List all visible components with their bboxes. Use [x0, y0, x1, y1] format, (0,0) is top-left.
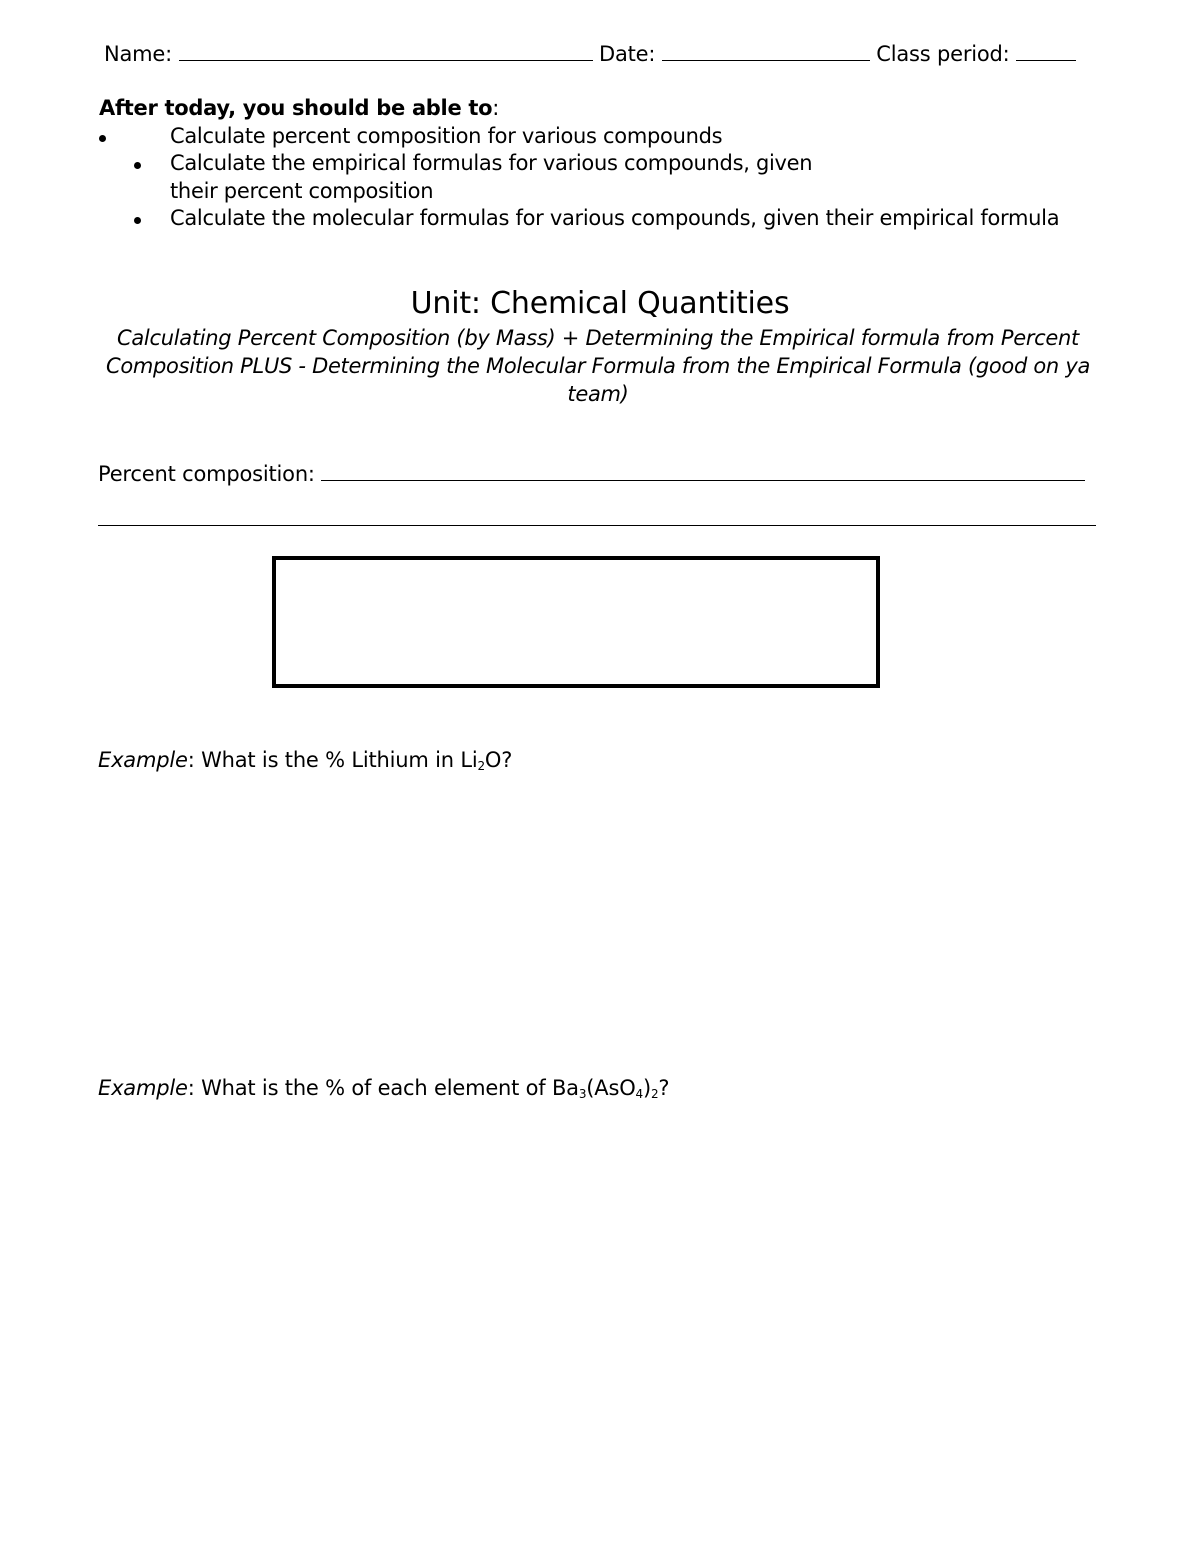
objective-item-2: Calculate the empirical formulas for various compounds, given — [170, 151, 813, 175]
percent-composition-field-line2[interactable] — [98, 525, 1096, 526]
objectives-heading — [99, 96, 499, 120]
example-2-subscript-2: 4 — [635, 1087, 643, 1101]
class-period-field[interactable] — [1016, 46, 1076, 61]
example-2 — [98, 1076, 669, 1100]
example-1-colon: : — [187, 748, 195, 772]
objective-item-2-continued: their percent composition — [170, 179, 434, 203]
example-1-question: What is the % Lithium in Li — [194, 748, 478, 772]
example-2-question-end: ? — [658, 1076, 670, 1100]
example-2-formula-paren: ) — [642, 1076, 651, 1100]
example-2-subscript-3: 2 — [650, 1087, 659, 1101]
example-1-question-end: O? — [484, 748, 513, 772]
example-2-label: Example — [98, 1076, 188, 1100]
class-period-label: Class period: — [876, 42, 1010, 66]
date-label: Date: — [599, 42, 656, 66]
unit-title: Unit: Chemical Quantities — [410, 286, 790, 321]
bullet-icon — [134, 162, 141, 169]
name-field[interactable] — [179, 46, 593, 61]
bullet-icon — [134, 217, 141, 224]
example-1 — [98, 748, 512, 772]
example-2-subscript-1: 3 — [578, 1087, 587, 1101]
unit-subtitle: Calculating Percent Composition (by Mass) + Determining the Empirical formula from Percent Composition PLUS - Determining the Molecular Formula from the Empirical Formula (good on ya team) — [105, 326, 1091, 406]
example-2-question: What is the % of each element of Ba — [194, 1076, 579, 1100]
objectives-heading-bold: After today, you should be able to — [99, 96, 493, 120]
header-row — [104, 42, 1076, 66]
example-2-colon: : — [187, 1076, 195, 1100]
example-2-formula-part: (AsO — [586, 1076, 636, 1100]
objectives-heading-colon: : — [492, 96, 500, 120]
objective-item-3: Calculate the molecular formulas for various compounds, given their empirical formula — [170, 206, 1060, 230]
percent-composition-label: Percent composition: — [98, 462, 315, 486]
percent-composition-row — [98, 462, 1085, 486]
name-label: Name: — [104, 42, 173, 66]
date-field[interactable] — [662, 46, 870, 61]
bullet-icon — [99, 135, 106, 142]
objective-item-1: Calculate percent composition for various compounds — [170, 124, 723, 148]
formula-box[interactable] — [272, 556, 880, 688]
percent-composition-field[interactable] — [321, 466, 1085, 481]
example-1-subscript: 2 — [477, 759, 485, 773]
example-1-label: Example — [98, 748, 188, 772]
